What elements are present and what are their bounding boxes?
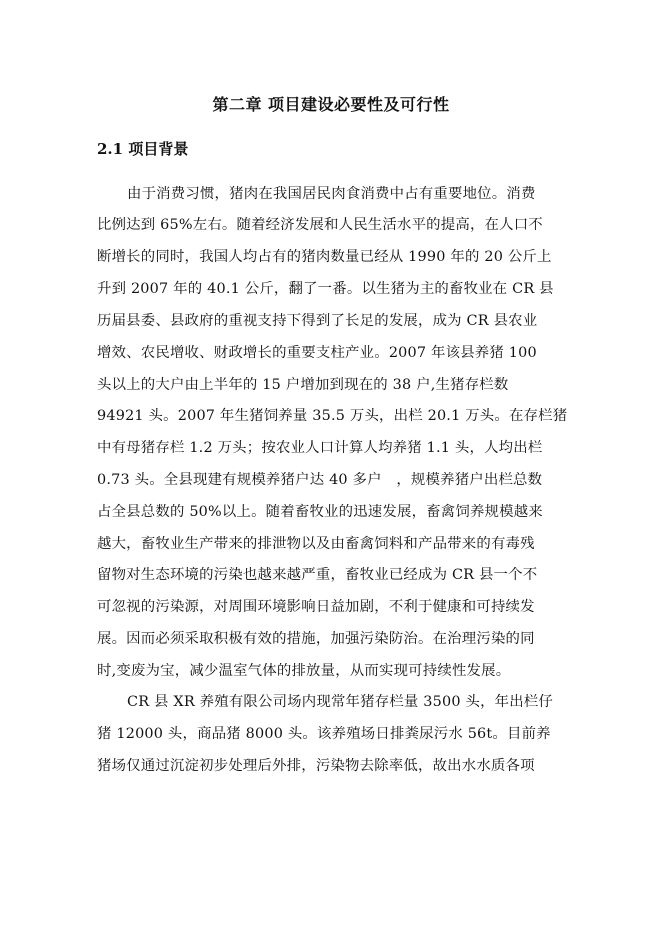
paragraph-1-line: 越大，畜牧业生产带来的排泄物以及由畜禽饲料和产品带来的有毒残 — [97, 536, 535, 552]
paragraph-1-line: 头以上的大户由上半年的 15 户增加到现在的 38 户,生猪存栏数 — [97, 377, 509, 393]
paragraph-2-line: 猪 12000 头，商品猪 8000 头。该养殖场日排粪尿污水 56t。目前养 — [97, 726, 551, 742]
paragraph-1-line: 展。因而必须采取积极有效的措施，加强污染防治。在治理污染的同 — [97, 631, 535, 647]
section-heading: 2.1 项目背景 — [97, 140, 189, 158]
paragraph-1-line: 时,变废为宝，减少温室气体的排放量，从而实现可持续性发展。 — [97, 663, 511, 679]
paragraph-1-line: 占全县总数的 50%以上。随着畜牧业的迅速发展，畜禽饲养规模越来 — [97, 504, 543, 520]
paragraph-1-line: 留物对生态环境的污染也越来越严重，畜牧业已经成为 CR 县一个不 — [97, 567, 538, 583]
paragraph-2-line: CR 县 XR 养殖有限公司场内现常年猪存栏量 3500 头，年出栏仔 — [127, 694, 554, 710]
chapter-title: 第二章 项目建设必要性及可行性 — [212, 95, 450, 114]
paragraph-1-line: 可忽视的污染源，对周围环境影响日益加剧，不利于健康和可持续发 — [97, 599, 535, 615]
paragraph-1-line: 由于消费习惯，猪肉在我国居民肉食消费中占有重要地位。消费 — [127, 186, 536, 202]
paragraph-1-line: 历届县委、县政府的重视支持下得到了长足的发展，成为 CR 县农业 — [97, 313, 538, 329]
paragraph-2-line: 猪场仅通过沉淀初步处理后外排，污染物去除率低，故出水水质各项 — [97, 758, 535, 774]
paragraph-1-line: 增效、农民增收、财政增长的重要支柱产业。2007 年该县养猪 100 — [97, 345, 537, 361]
paragraph-1-line: 中有母猪存栏 1.2 万头；按农业人口计算人均养猪 1.1 头，人均出栏 — [97, 440, 543, 456]
paragraph-1-line: 比例达到 65%左右。随着经济发展和人民生活水平的提高，在人口不 — [97, 217, 543, 233]
paragraph-1-line: 升到 2007 年的 40.1 公斤，翻了一番。以生猪为主的畜牧业在 CR 县 — [97, 281, 554, 297]
paragraph-1-line: 0.73 头。全县现建有规模养猪户达 40 多户 ，规模养猪户出栏总数 — [97, 472, 543, 488]
paragraph-1-line: 断增长的同时，我国人均占有的猪肉数量已经从 1990 年的 20 公斤上 — [97, 249, 552, 265]
paragraph-1-line: 94921 头。2007 年生猪饲养量 35.5 万头，出栏 20.1 万头。在存栏猪 — [97, 408, 568, 424]
